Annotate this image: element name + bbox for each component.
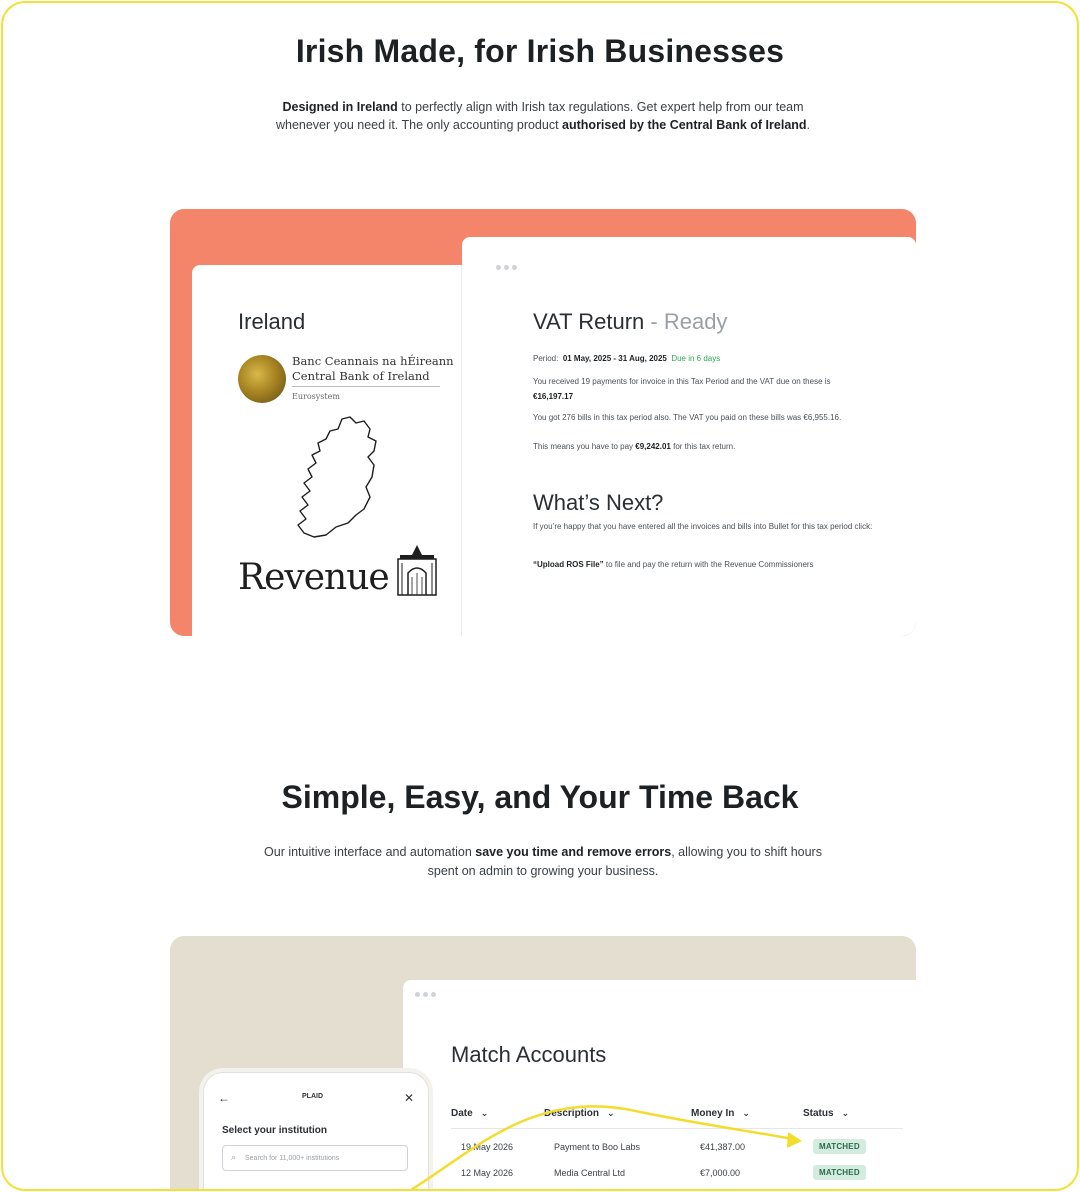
plaid-logo: PLAID bbox=[302, 1093, 323, 1100]
row-description: Payment to Boo Labs bbox=[554, 1142, 641, 1152]
ireland-title: Ireland bbox=[238, 309, 306, 334]
ireland-panel bbox=[192, 265, 462, 636]
table-header-divider bbox=[451, 1128, 903, 1129]
column-header-money-in[interactable]: Money In ⌄ bbox=[691, 1108, 750, 1119]
upload-instruction: “Upload ROS File” to file and pay the return with the Revenue Commissioners bbox=[533, 560, 814, 569]
institution-search-input[interactable] bbox=[222, 1145, 408, 1171]
central-bank-divider bbox=[292, 386, 440, 387]
central-bank-subtitle: Eurosystem bbox=[292, 392, 340, 401]
back-arrow-icon[interactable]: ← bbox=[218, 1091, 230, 1105]
whats-next-text: If you’re happy that you have entered all the invoices and bills into Bullet for this tax period click: bbox=[533, 522, 873, 531]
revenue-gate-icon bbox=[396, 541, 438, 597]
section-intro-2: Our intuitive interface and automation save you time and remove errors, allowing you to shift hours spent on admin to growing your business. bbox=[264, 845, 822, 878]
chevron-down-icon: ⌄ bbox=[742, 1108, 750, 1118]
match-accounts-title: Match Accounts bbox=[451, 1042, 607, 1067]
vat-bills-text: You got 276 bills in this tax period also. The VAT you paid on these bills was €6,955.16. bbox=[533, 413, 842, 422]
page-frame bbox=[1, 1, 1079, 1191]
close-icon[interactable]: ✕ bbox=[403, 1091, 414, 1105]
due-badge: Due in 6 days bbox=[671, 354, 721, 363]
chevron-down-icon: ⌄ bbox=[841, 1108, 850, 1118]
upload-ros-link[interactable]: “Upload ROS File” bbox=[533, 560, 604, 569]
central-bank-seal-icon bbox=[238, 355, 286, 403]
ireland-feature-card bbox=[170, 209, 916, 636]
window-dots-icon bbox=[415, 992, 436, 997]
institution-picker-title: Select your institution bbox=[222, 1125, 328, 1136]
search-icon: ⌕ bbox=[231, 1152, 237, 1162]
column-header-status[interactable]: Status ⌄ bbox=[803, 1108, 850, 1119]
ireland-map-icon bbox=[290, 415, 390, 545]
status-badge: MATCHED bbox=[813, 1165, 866, 1180]
status-badge: MATCHED bbox=[813, 1139, 866, 1154]
match-accounts-panel bbox=[403, 980, 916, 1191]
chevron-down-icon: ⌄ bbox=[607, 1108, 615, 1118]
chevron-down-icon: ⌄ bbox=[480, 1108, 489, 1118]
row-money-in: €41,387.00 bbox=[700, 1142, 746, 1152]
central-bank-logo: Banc Ceannais na hÉireann Central Bank of Ireland bbox=[292, 354, 454, 383]
search-placeholder: Search for 11,000+ institutions bbox=[245, 1155, 340, 1162]
vat-pay-text: This means you have to pay €9,242.01 for this tax return. bbox=[533, 442, 736, 451]
vat-return-panel bbox=[462, 237, 916, 636]
revenue-logo: Revenue bbox=[238, 557, 389, 598]
column-header-date[interactable]: Date ⌄ bbox=[451, 1108, 489, 1119]
row-date: 19 May 2026 bbox=[461, 1142, 514, 1152]
institution-picker-phone bbox=[203, 1072, 429, 1191]
section-intro: Designed in Ireland to perfectly align with Irish tax regulations. Get expert help from our team whenever you need it. The only accounting product authorised by the Central Bank of Ireland. bbox=[275, 100, 811, 132]
vat-return-title: VAT Return - Ready bbox=[533, 309, 728, 334]
vat-payments-text: You received 19 payments for invoice in this Tax Period and the VAT due on these is €16,197.17 bbox=[533, 377, 831, 401]
row-description: Media Central Ltd bbox=[554, 1168, 626, 1178]
whats-next-title: What’s Next? bbox=[533, 490, 664, 515]
window-dots-icon bbox=[496, 265, 517, 270]
row-date: 12 May 2026 bbox=[461, 1168, 514, 1178]
match-accounts-card bbox=[170, 936, 916, 1191]
vat-period: Period: 01 May, 2025 - 31 Aug, 2025 Due in 6 days bbox=[533, 354, 721, 363]
section-heading-2: Simple, Easy, and Your Time Back bbox=[281, 779, 799, 815]
section-heading: Irish Made, for Irish Businesses bbox=[295, 33, 785, 69]
vat-status: - Ready bbox=[644, 309, 728, 334]
row-money-in: €7,000.00 bbox=[700, 1168, 741, 1178]
column-header-description[interactable]: Description ⌄ bbox=[544, 1108, 615, 1119]
